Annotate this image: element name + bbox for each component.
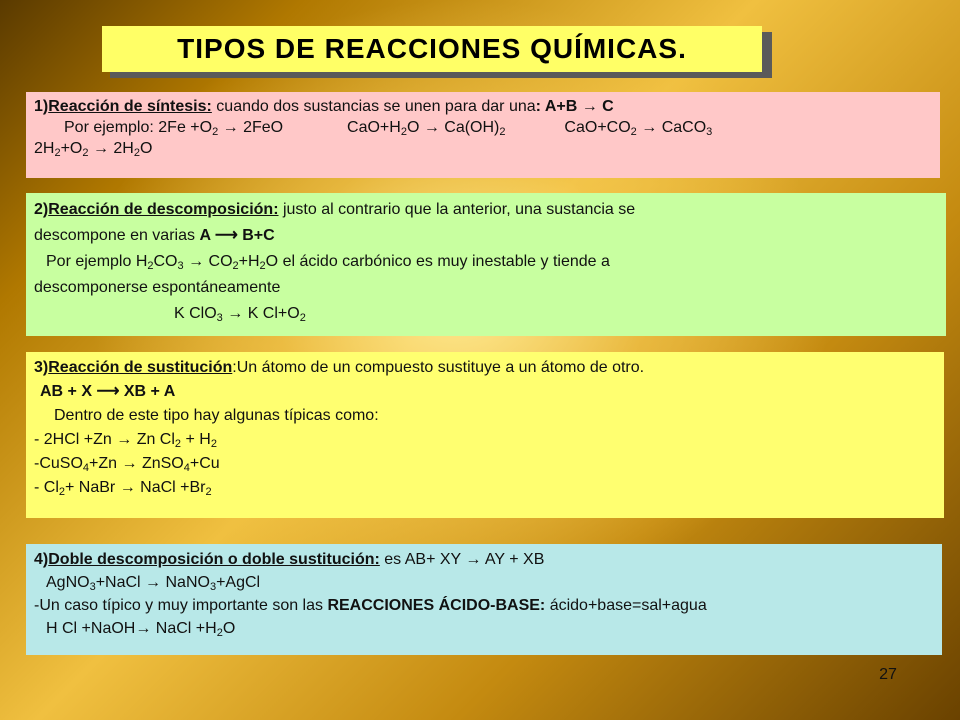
decomposition-example: Por ejemplo $H_2CO_3 \to CO_2+H_2O$ el ácido carbónico es muy inestable y tiende a — [46, 253, 610, 272]
decomposition-formula: A ⟶ B+C — [199, 227, 275, 244]
synthesis-example-4: $2H_2+O_2 \to 2H_2O$ — [34, 140, 153, 159]
decomposition-example-2: K ClO$_3$ → K $Cl+O_2$ — [174, 305, 306, 324]
acid-base-heading: REACCIONES ÁCIDO-BASE: — [327, 597, 546, 614]
substitution-box — [26, 352, 944, 518]
substitution-definition — [34, 356, 934, 380]
subscript: 2 — [400, 126, 407, 138]
double-heading: Doble descomposición o doble sustitución: — [48, 551, 380, 568]
subscript: 2 — [499, 126, 506, 138]
substitution-heading: Reacción de sustitución — [48, 359, 233, 376]
double-definition — [34, 548, 932, 571]
subscript: 2 — [212, 126, 219, 138]
synthesis-definition — [34, 96, 930, 117]
decomposition-heading: Reacción de descomposición: — [48, 201, 279, 218]
decomposition-number: 2) — [34, 201, 49, 218]
double-example-1: AgNO$_3$+NaCl → NaNO$_3$+AgCl — [46, 574, 261, 593]
substitution-example-2: -CuSO$_4$+Zn → ZnSO$_4$+Cu — [34, 455, 220, 474]
double-acid-base-note: -Un caso típico y muy importante son las REACCIONES ÁCIDO-BASE: ácido+base=sal+agua — [34, 597, 707, 614]
substitution-formula: AB + X ⟶ XB + A — [40, 383, 176, 400]
synthesis-example-1: → 2FeO — [218, 119, 284, 136]
decomposition-text: justo al contrario que la anterior, una sustancia se — [278, 201, 636, 218]
double-text: es AB+ XY → AY + XB — [379, 551, 545, 568]
decomposition-box — [26, 193, 946, 336]
page-title: TIPOS DE REACCIONES QUÍMICAS. — [102, 26, 762, 72]
substitution-example-3: - $Cl_2+$ NaBr → NaCl $+Br_2$ — [34, 479, 212, 498]
double-number: 4) — [34, 551, 49, 568]
synthesis-formula: : A+B → C — [535, 98, 614, 115]
synthesis-example-2: CaO+H — [347, 119, 401, 136]
synthesis-number: 1) — [34, 98, 49, 115]
substitution-intro: Dentro de este tipo hay algunas típicas como: — [54, 407, 379, 424]
synthesis-example-label: Por ejemplo: 2Fe +O — [64, 119, 213, 136]
synthesis-examples — [34, 117, 930, 138]
synthesis-text: cuando dos sustancias se unen para dar una — [211, 98, 536, 115]
substitution-text: :Un átomo de un compuesto sustituye a un átomo de otro. — [232, 359, 645, 376]
double-example-2: H Cl +NaOH→ NaCl $+H_2O$ — [46, 620, 236, 639]
synthesis-example-3: CaO+CO — [564, 119, 631, 136]
page-number: 27 — [879, 666, 897, 683]
substitution-example-1: - 2HCl +Zn → Zn $Cl_2 + H_2$ — [34, 431, 217, 450]
decomposition-definition-2: descompone en varias A ⟶ B+C — [34, 227, 275, 244]
synthesis-example-3b: → CaCO — [636, 119, 707, 136]
decomposition-note: el ácido carbónico es muy inestable y tiende a — [278, 253, 610, 270]
substitution-number: 3) — [34, 359, 49, 376]
decomposition-note-2: descomponerse espontáneamente — [34, 279, 281, 296]
double-decomposition-box — [26, 544, 942, 655]
synthesis-heading: Reacción de síntesis: — [48, 98, 212, 115]
subscript: 2 — [630, 126, 637, 138]
synthesis-box — [26, 92, 940, 178]
decomposition-definition — [34, 197, 936, 223]
synthesis-example-2b: O → Ca(OH) — [406, 119, 500, 136]
subscript: 3 — [706, 126, 713, 138]
